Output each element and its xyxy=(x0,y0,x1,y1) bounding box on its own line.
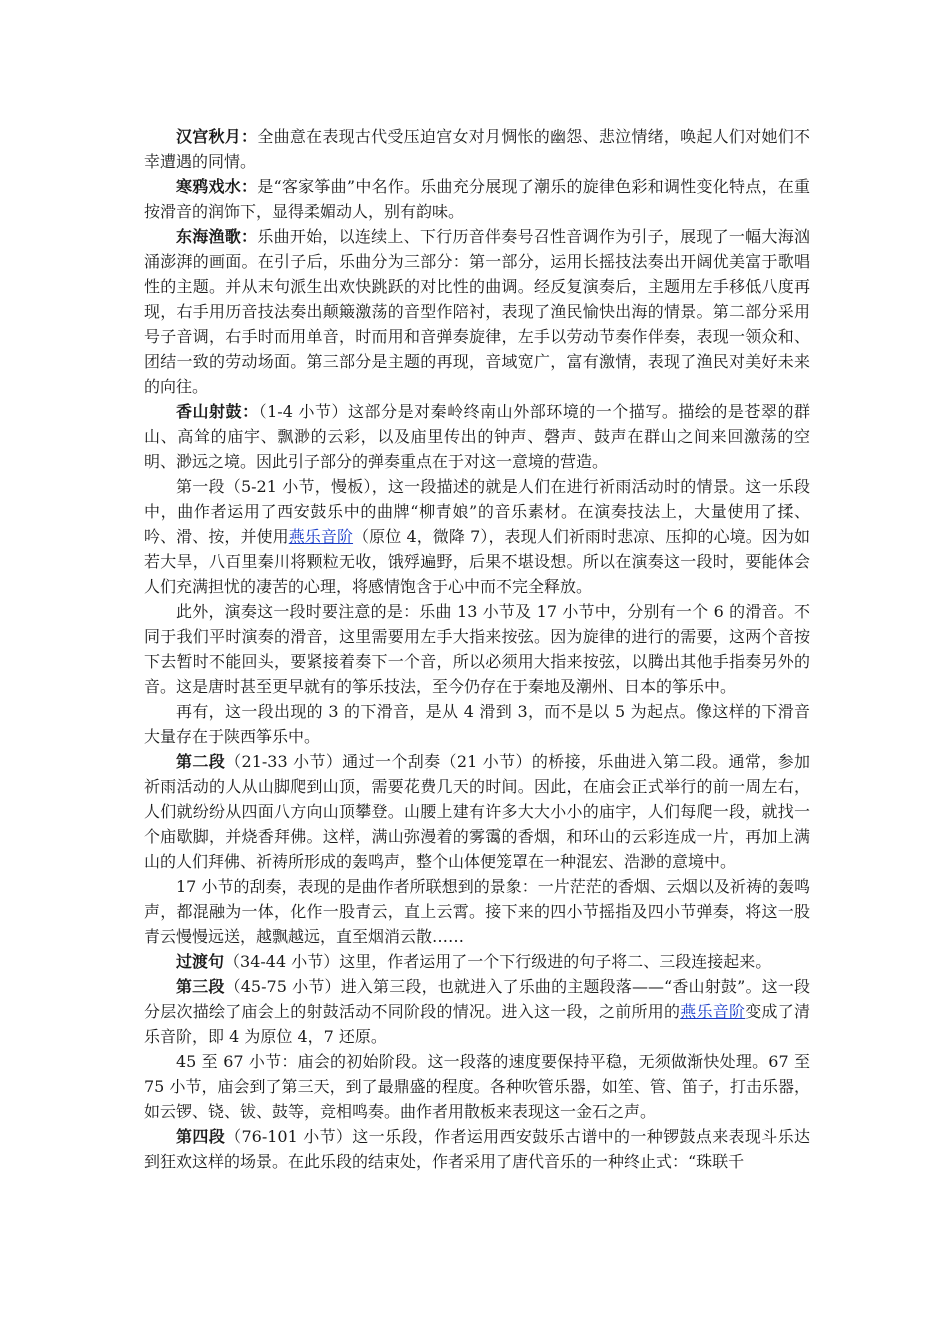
paragraph-hangong-qiuyue xyxy=(144,124,810,174)
paragraph-body: （原位 4，微降 7），表现人们祈雨时悲凉、压抑的心境。因为如若大旱，八百里秦川将颗粒无收，饿殍遍野，后果不堪设想。所以在演奏这一段时，要能体会人们充满担忧的凄苦的心理，将感情饱含于心中而不完全释放。 xyxy=(144,527,810,596)
paragraph-body: （1-4 小节）这部分是对秦岭终南山外部环境的一个描写。描绘的是苍翠的群山、高耸的庙宇、飘渺的云彩，以及庙里传出的钟声、磬声、鼓声在群山之间来回激荡的空明、渺远之境。因此引子部分的弹奏重点在于对这一意境的营造。 xyxy=(144,402,810,471)
paragraph-body: 17 小节的刮奏，表现的是曲作者所联想到的景象：一片茫茫的香烟、云烟以及祈祷的轰鸣声，都混融为一体，化作一股青云，直上云霄。接下来的四小节摇指及四小节弹奏，将这一股青云慢慢远送，越飘越远，直至烟消云散…… xyxy=(144,877,810,946)
paragraph-heading: 寒鸦戏水： xyxy=(176,177,258,196)
paragraph-body: 乐曲开始，以连续上、下行历音伴奏号召性音调作为引子，展现了一幅大海汹涌澎湃的画面。在引子后，乐曲分为三部分：第一部分，运用长摇技法奏出开阔优美富于歌唱性的主题。并从末句派生出欢快跳跃的对比性的曲调。经反复演奏后，主题用左手移低八度再现，右手用历音技法奏出颠簸激荡的音型作陪衬，表现了渔民愉快出海的情景。第二部分采用号子音调，右手时而用单音，时而用和音弹奏旋律，左手以劳动节奏作伴奏，表现一领众和、团结一致的劳动场面。第三部分是主题的再现，音域宽广，富有激情，表现了渔民对美好未来的向往。 xyxy=(144,227,810,396)
paragraph-heading: 过渡句 xyxy=(176,952,225,971)
paragraph-xiangshan-shegu xyxy=(144,399,810,474)
paragraph-heading: 第四段 xyxy=(176,1127,226,1146)
paragraph-heading: 汉宫秋月： xyxy=(176,127,258,146)
paragraph-heading: 香山射鼓： xyxy=(176,402,259,421)
paragraph-heading: 第三段 xyxy=(176,977,225,996)
paragraph-body: （21-33 小节）通过一个刮奏（21 小节）的桥接，乐曲进入第二段。通常，参加祈雨活动的人从山脚爬到山顶，需要花费几天的时间。因此，在庙会正式举行的前一周左右，人们就纷纷从四面八方向山顶攀登。山腰上建有许多大大小小的庙宇，人们每爬一段，就找一个庙歇脚，并烧香拜佛。这样，满山弥漫着的雾霭的香烟，和环山的云彩连成一片，再加上满山的人们拜佛、祈祷所形成的轰鸣声，整个山体便笼罩在一种混宏、浩渺的意境中。 xyxy=(144,752,810,871)
paragraph-body: 此外，演奏这一段时要注意的是：乐曲 13 小节及 17 小节中，分别有一个 6 的滑音。不同于我们平时演奏的滑音，这里需要用左手大指来按弦。因为旋律的进行的需要，这两个音按下去暂时不能回头，要紧接着奏下一个音，所以必须用大指来按弦，以腾出其他手指奏另外的音。这是唐时甚至更早就有的筝乐技法，至今仍存在于秦地及潮州、日本的筝乐中。 xyxy=(144,602,810,696)
paragraph-glide-note xyxy=(144,599,810,699)
paragraph-body: 变成了清乐音阶，即 4 为原位 4，7 还原。 xyxy=(144,1002,810,1046)
document-page xyxy=(144,124,810,1174)
paragraph-body: （45-75 小节）进入第三段，也就进入了乐曲的主题段落——“香山射鼓”。这一段分层次描绘了庙会上的射鼓活动不同阶段的情况。进入这一段，之前所用的 xyxy=(144,977,810,1021)
paragraph-body: 再有，这一段出现的 3 的下滑音，是从 4 滑到 3，而不是以 5 为起点。像这样的下滑音大量存在于陕西筝乐中。 xyxy=(144,702,810,746)
paragraph-hanya-xishui xyxy=(144,174,810,224)
paragraph-heading: 东海渔歌： xyxy=(176,227,258,246)
paragraph-donghai-yuge xyxy=(144,224,810,399)
paragraph-body: 45 至 67 小节：庙会的初始阶段。这一段落的速度要保持平稳，无须做渐快处理。67 至 75 小节，庙会到了第三天，到了最鼎盛的程度。各种吹管乐器，如笙、管、笛子，打击乐器，如云锣、铙、钹、鼓等，竞相鸣奏。曲作者用散板来表现这一金石之声。 xyxy=(144,1052,810,1121)
paragraph-glissando xyxy=(144,874,810,949)
paragraph-transition xyxy=(144,949,810,974)
paragraph-section-four xyxy=(144,1124,810,1174)
paragraph-body: （76-101 小节）这一乐段，作者运用西安鼓乐古谱中的一种锣鼓点来表现斗乐达到狂欢这样的场景。在此乐段的结束处，作者采用了唐代音乐的一种终止式：“珠联千 xyxy=(144,1127,810,1171)
paragraph-body: 是“客家筝曲”中名作。乐曲充分展现了潮乐的旋律色彩和调性变化特点，在重按滑音的润饰下，显得柔媚动人，别有韵味。 xyxy=(144,177,810,221)
paragraph-heading: 第二段 xyxy=(176,752,226,771)
paragraph-downward-glide xyxy=(144,699,810,749)
paragraph-body: （34-44 小节）这里，作者运用了一个下行级进的句子将二、三段连接起来。 xyxy=(224,952,772,971)
paragraph-section-two xyxy=(144,749,810,874)
yanyue-scale-link[interactable]: 燕乐音阶 xyxy=(680,1002,746,1021)
paragraph-body: 第一段（5-21 小节，慢板），这一段描述的就是人们在进行祈雨活动时的情景。这一乐段中，曲作者运用了西安鼓乐中的曲牌“柳青娘”的音乐素材。在演奏技法上，大量使用了揉、吟、滑、按，并使用 xyxy=(144,477,810,546)
yanyue-scale-link[interactable]: 燕乐音阶 xyxy=(288,527,354,546)
paragraph-section-three xyxy=(144,974,810,1049)
paragraph-temple-fair xyxy=(144,1049,810,1124)
paragraph-body: 全曲意在表现古代受压迫宫女对月惆怅的幽怨、悲泣情绪，唤起人们对她们不幸遭遇的同情。 xyxy=(144,127,810,171)
paragraph-section-one xyxy=(144,474,810,599)
